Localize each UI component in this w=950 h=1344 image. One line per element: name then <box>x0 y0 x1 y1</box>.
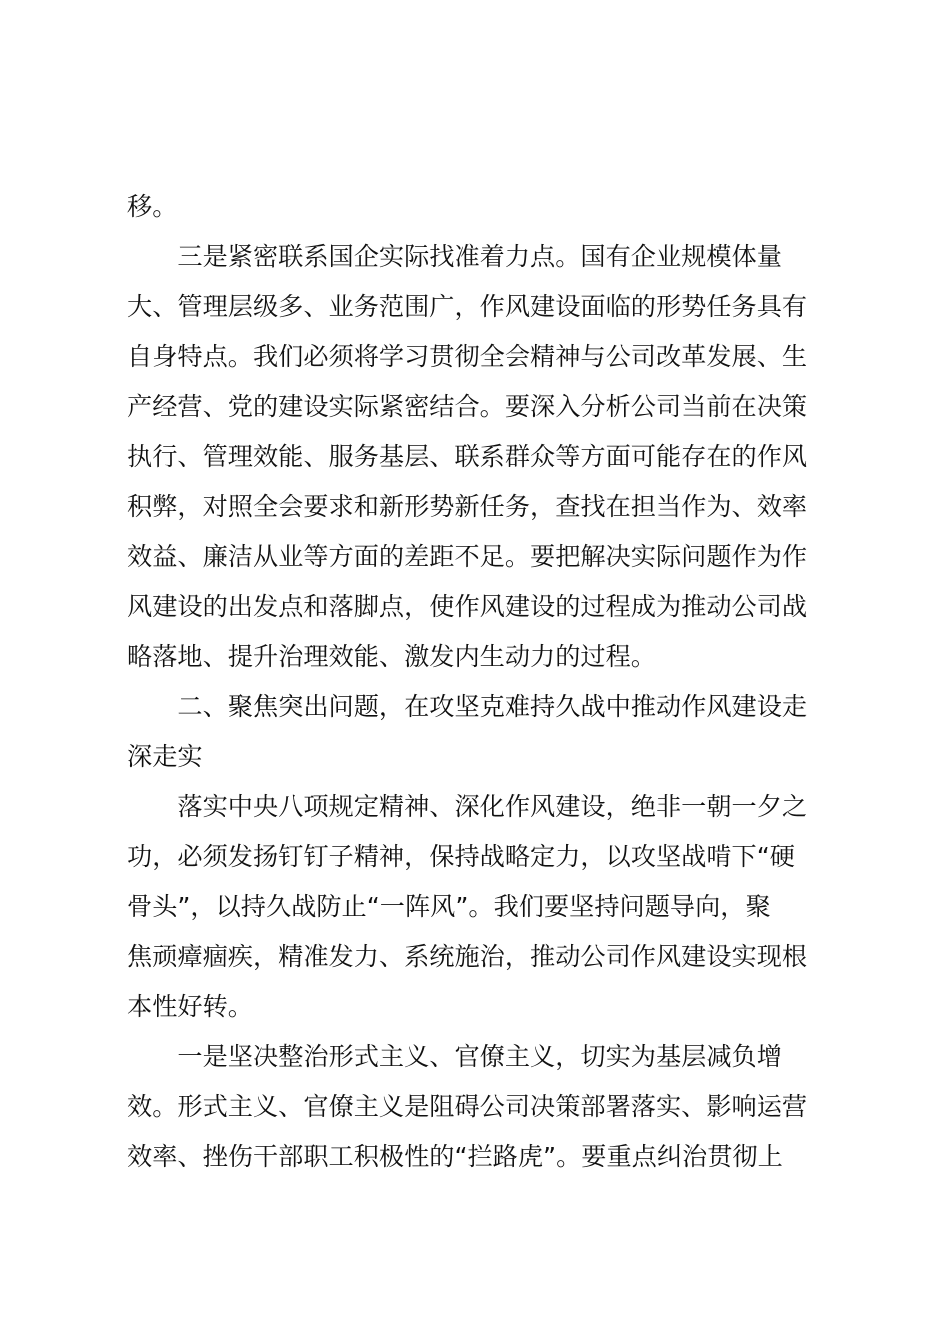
text-line: 效。形式主义、官僚主义是阻碍公司决策部署落实、影响运营 <box>127 1092 808 1121</box>
text-line: 自身特点。我们必须将学习贯彻全会精神与公司改革发展、生 <box>127 342 808 371</box>
paragraph-first-line: 落实中央八项规定精神、深化作风建设，绝非一朝一夕之 <box>177 792 808 821</box>
section-heading-continuation: 深走实 <box>127 742 203 771</box>
text-line: 风建设的出发点和落脚点，使作风建设的过程成为推动公司战 <box>127 592 808 621</box>
document-page <box>127 182 833 1182</box>
text-line: 积弊，对照全会要求和新形势新任务，查找在担当作为、效率 <box>127 492 808 521</box>
text-line: 执行、管理效能、服务基层、联系群众等方面可能存在的作风 <box>127 442 808 471</box>
text-line: 效率、挫伤干部职工积极性的“拦路虎”。要重点纠治贯彻上 <box>127 1142 783 1171</box>
text-line: 本性好转。 <box>127 992 253 1021</box>
text-line: 焦顽瘴痼疾，精准发力、系统施治，推动公司作风建设实现根 <box>127 942 808 971</box>
section-heading: 二、聚焦突出问题，在攻坚克难持久战中推动作风建设走 <box>177 692 808 721</box>
text-line: 移。 <box>127 192 178 221</box>
paragraph-first-line: 三是紧密联系国企实际找准着力点。国有企业规模体量 <box>177 242 782 271</box>
text-line: 功，必须发扬钉钉子精神，保持战略定力，以攻坚战啃下“硬 <box>127 842 795 871</box>
text-line: 产经营、党的建设实际紧密结合。要深入分析公司当前在决策 <box>127 392 808 421</box>
text-line: 效益、廉洁从业等方面的差距不足。要把解决实际问题作为作 <box>127 542 808 571</box>
text-line: 大、管理层级多、业务范围广，作风建设面临的形势任务具有 <box>127 292 808 321</box>
text-line: 骨头”，以持久战防止“一阵风”。我们要坚持问题导向，聚 <box>127 892 771 921</box>
text-line: 略落地、提升治理效能、激发内生动力的过程。 <box>127 642 656 671</box>
paragraph-first-line: 一是坚决整治形式主义、官僚主义，切实为基层减负增 <box>177 1042 782 1071</box>
